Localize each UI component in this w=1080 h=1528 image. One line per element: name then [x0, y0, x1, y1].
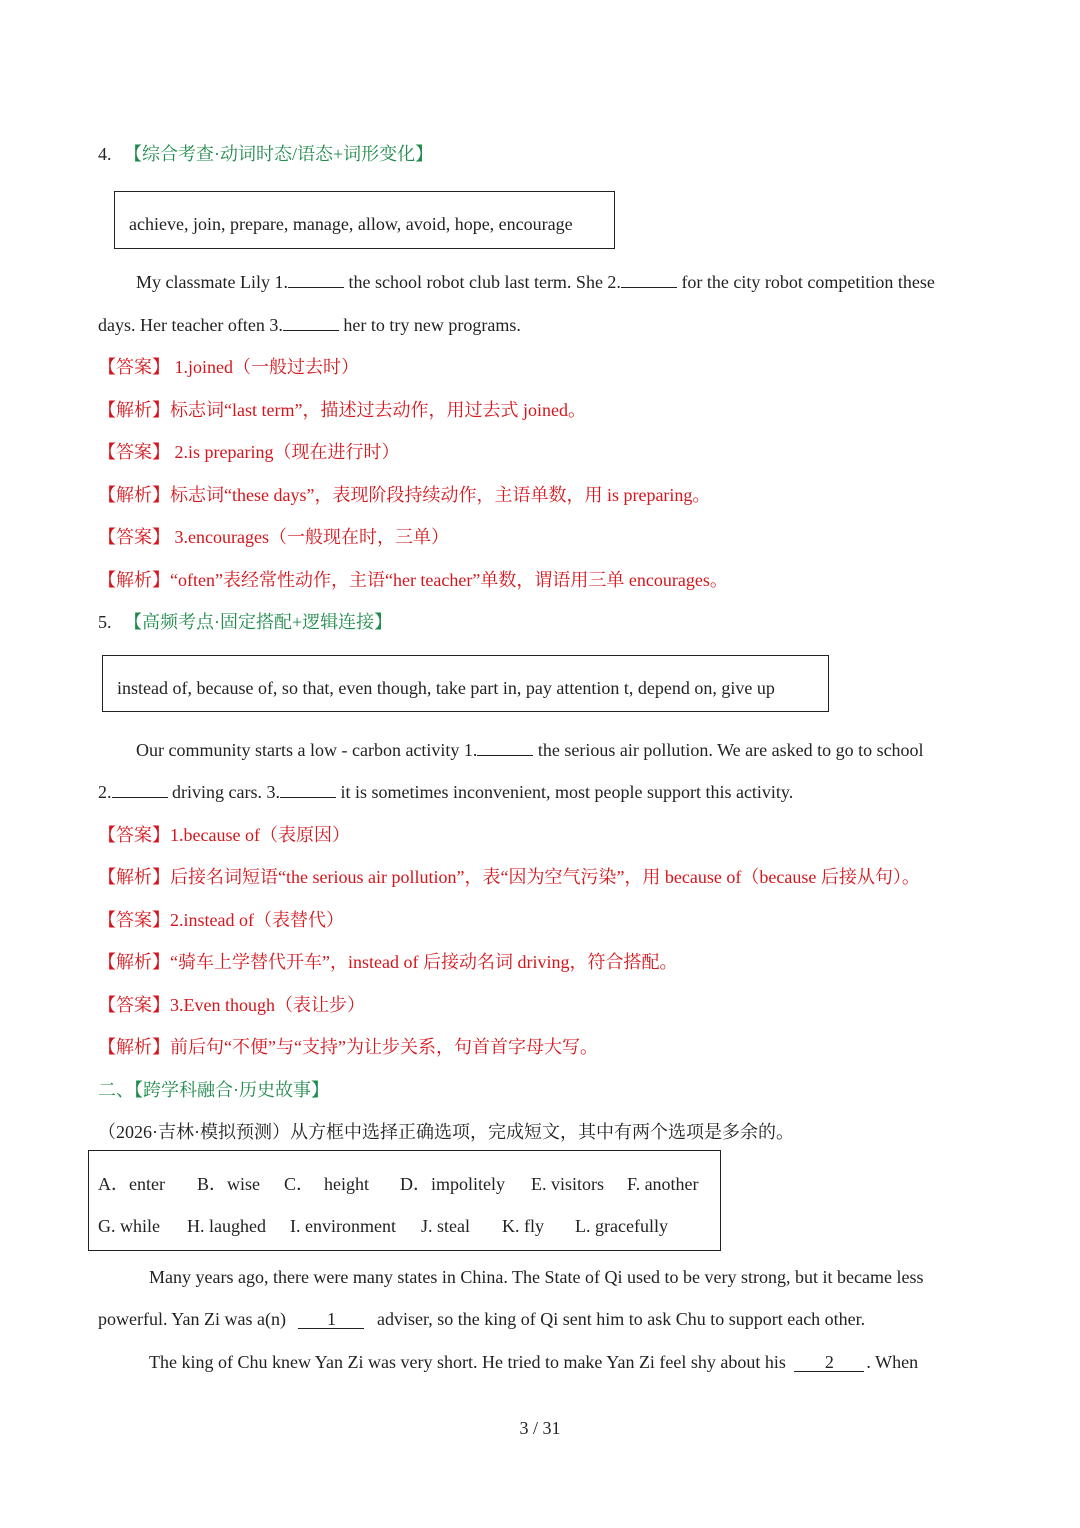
passage-text: for the city robot competition these	[681, 272, 935, 292]
question-5-header	[98, 610, 392, 634]
analysis-label: 【解析】	[98, 1037, 170, 1057]
analysis-label: 【解析】	[98, 400, 170, 420]
option-item: H. laughed	[187, 1216, 266, 1236]
answer-text: 3.Even though（表让步）	[170, 995, 365, 1015]
passage-text: . When	[866, 1352, 919, 1372]
passage-line	[136, 270, 935, 294]
passage-text: driving cars. 3.	[172, 782, 280, 802]
option-item: G. while	[98, 1216, 160, 1236]
answer-label: 【答案】	[98, 442, 170, 462]
passage-text: 2.	[98, 782, 112, 802]
answer-text: 3.encourages（一般现在时，三单）	[170, 527, 449, 547]
passage-text: adviser, so the king of Qi sent him to ask Chu to support each other.	[376, 1309, 866, 1329]
passage-text: the serious air pollution. We are asked to go to school	[537, 740, 924, 760]
blank-line	[621, 273, 677, 288]
option-item: L. gracefully	[575, 1216, 668, 1236]
passage-text: Our community starts a low - carbon activity 1.	[136, 740, 478, 760]
option-item: D．impolitely	[400, 1174, 505, 1194]
analysis-line	[98, 950, 677, 974]
passage-line	[98, 780, 793, 804]
option-item: K. fly	[502, 1216, 544, 1236]
question-number: 5.	[98, 612, 112, 632]
option-item: height	[324, 1174, 369, 1194]
analysis-text: “骑车上学替代开车”，instead of 后接动名词 driving，符合搭配。	[170, 952, 678, 972]
answer-text: 2.is preparing（现在进行时）	[170, 442, 400, 462]
answer-line	[98, 908, 344, 932]
question-number: 4.	[98, 144, 112, 164]
answer-label: 【答案】	[98, 357, 170, 377]
analysis-label: 【解析】	[98, 867, 170, 887]
analysis-label: 【解析】	[98, 570, 170, 590]
numbered-blank: 2	[794, 1353, 864, 1372]
analysis-text: 标志词“these days”，表现阶段持续动作，主语单数，用 is preparing。	[170, 485, 711, 505]
question-tag: 【综合考查·动词时态/语态+词形变化】	[124, 144, 434, 164]
passage-text: the school robot club last term. She 2.	[348, 272, 621, 292]
section-tag: 【跨学科融合·历史故事】	[134, 1080, 329, 1100]
answer-label: 【答案】	[98, 527, 170, 547]
analysis-text: 后接名词短语“the serious air pollution”，表“因为空气污染”，用 because of（because 后接从句）。	[170, 867, 920, 887]
blank-line	[112, 783, 168, 798]
question-4-header	[98, 142, 433, 166]
answer-label: 【答案】	[98, 910, 170, 930]
passage-text: The king of Chu knew Yan Zi was very short. He tried to make Yan Zi feel shy about his	[149, 1352, 786, 1372]
answer-line	[98, 355, 359, 379]
analysis-label: 【解析】	[98, 485, 170, 505]
blank-line	[283, 316, 339, 331]
word-box-text: instead of, because of, so that, even though, take part in, pay attention t, depend on, give up	[117, 678, 775, 698]
page-number: 3 / 31	[519, 1418, 561, 1438]
analysis-line	[98, 865, 920, 889]
answer-text: 1.because of（表原因）	[170, 825, 350, 845]
passage-line: Many years ago, there were many states in China. The State of Qi used to be very strong, but it became less	[149, 1267, 924, 1287]
passage-line	[98, 1307, 865, 1331]
answer-text: 2.instead of（表替代）	[170, 910, 344, 930]
option-item: C．	[284, 1174, 315, 1194]
section-instruction: （2026·吉林·模拟预测）从方框中选择正确选项，完成短文，其中有两个选项是多余的。	[98, 1122, 794, 1142]
passage-text: it is sometimes inconvenient, most people support this activity.	[340, 782, 794, 802]
answer-line	[98, 823, 350, 847]
passage-text: My classmate Lily 1.	[136, 272, 288, 292]
passage-text: her to try new programs.	[343, 315, 521, 335]
option-item: E. visitors	[531, 1174, 605, 1194]
numbered-blank: 1	[298, 1310, 364, 1329]
passage-text: powerful. Yan Zi was a(n)	[98, 1309, 286, 1329]
analysis-text: 前后句“不便”与“支持”为让步关系，句首首字母大写。	[170, 1037, 598, 1057]
blank-line	[477, 741, 533, 756]
answer-text: 1.joined（一般过去时）	[170, 357, 359, 377]
analysis-text: 标志词“last term”，描述过去动作，用过去式 joined。	[170, 400, 586, 420]
analysis-line	[98, 568, 728, 592]
passage-line	[98, 313, 521, 337]
option-item: B．wise	[197, 1174, 260, 1194]
answer-label: 【答案】	[98, 825, 170, 845]
analysis-text: “often”表经常性动作，主语“her teacher”单数，谓语用三单 encourages。	[170, 570, 728, 590]
analysis-line	[98, 483, 710, 507]
passage-text: days. Her teacher often 3.	[98, 315, 283, 335]
option-item: J. steal	[421, 1216, 470, 1236]
passage-line	[149, 1350, 918, 1374]
analysis-label: 【解析】	[98, 952, 170, 972]
analysis-line	[98, 1035, 598, 1059]
answer-line	[98, 993, 365, 1017]
section-number: 二、	[98, 1080, 134, 1100]
option-item: F. another	[627, 1174, 699, 1194]
option-item: I. environment	[290, 1216, 396, 1236]
blank-line	[288, 273, 344, 288]
answer-label: 【答案】	[98, 995, 170, 1015]
section-2-header	[98, 1078, 329, 1102]
analysis-line	[98, 398, 586, 422]
passage-line	[136, 738, 924, 762]
word-box-text: achieve, join, prepare, manage, allow, avoid, hope, encourage	[129, 214, 573, 234]
answer-line	[98, 440, 399, 464]
option-item: A．enter	[98, 1174, 165, 1194]
question-tag: 【高频考点·固定搭配+逻辑连接】	[124, 612, 393, 632]
answer-line	[98, 525, 449, 549]
blank-line	[280, 783, 336, 798]
